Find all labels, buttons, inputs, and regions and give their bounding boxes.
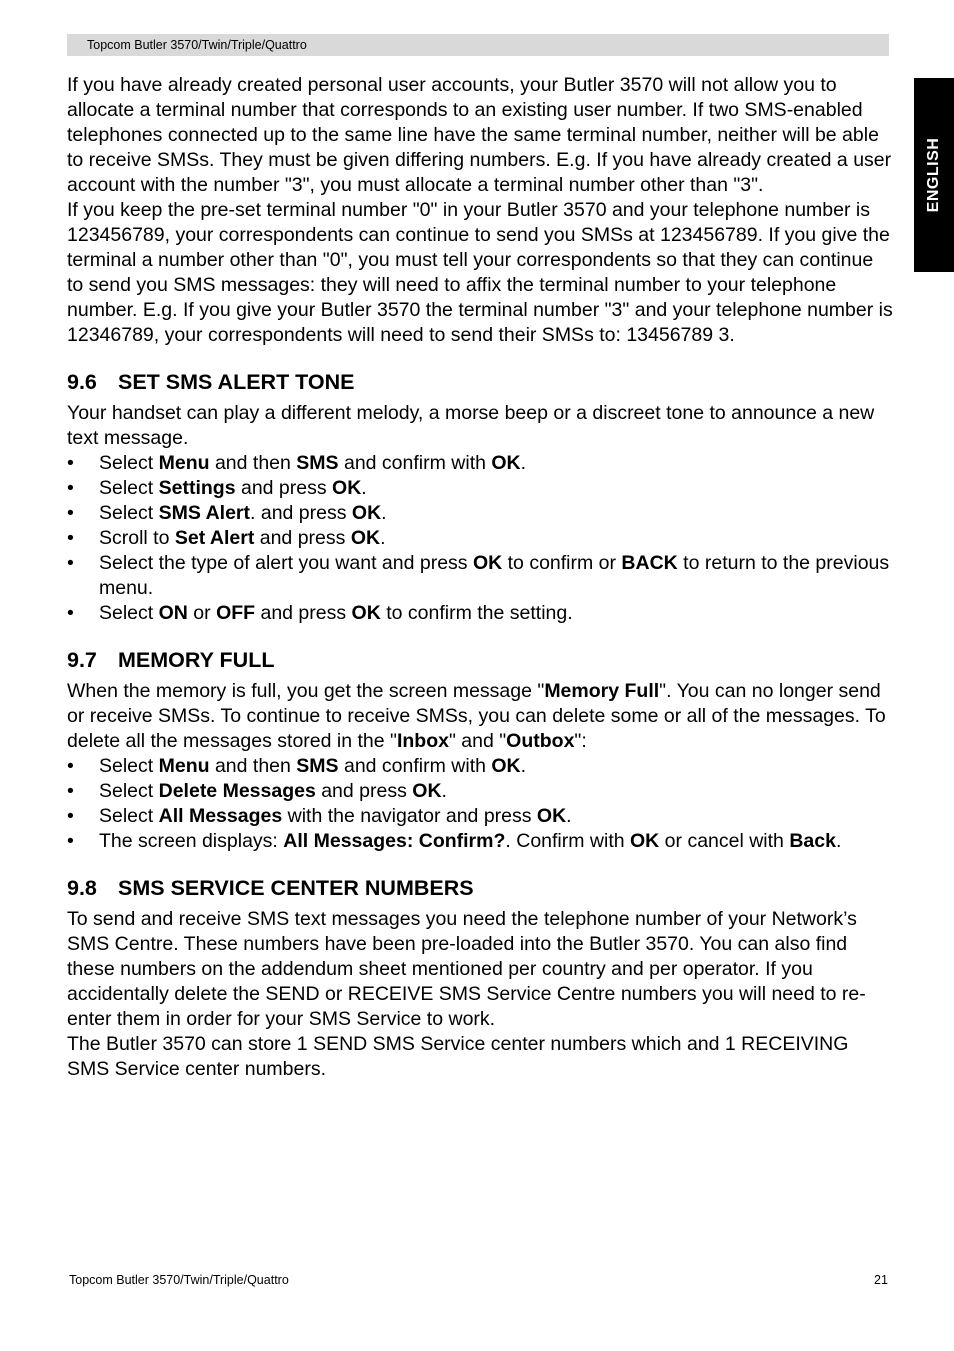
list-item: • Select All Messages with the navigator and press OK. bbox=[67, 805, 572, 827]
list-item: • Select the type of alert you want and press OK to confirm or BACK to return to the previous menu. bbox=[67, 552, 890, 599]
list-item: • Select Delete Messages and press OK. bbox=[67, 780, 447, 802]
intro-paragraph-1: If you have already created personal user accounts, your Butler 3570 will not allow you to allocate a terminal number that corresponds to an existing user number. If two SMS-enabled telephones connected up to the same line have the same terminal number, neither will be able to receive SMSs. They must be given differing numbers. E.g. If you have already created a user account with the number "3", you must allocate a terminal number other than "3". bbox=[67, 74, 892, 196]
language-tab bbox=[914, 78, 954, 272]
bullet: • bbox=[67, 552, 74, 574]
bullet: • bbox=[67, 452, 74, 474]
section-9-7-intro: When the memory is full, you get the screen message "Memory Full". You can no longer send or receive SMSs. To continue to receive SMSs, you can delete some or all of the messages. To delete all the messages stored in the "Inbox" and "Outbox": bbox=[67, 680, 886, 752]
section-heading-9-6 bbox=[67, 370, 893, 395]
bullet: • bbox=[67, 602, 74, 624]
list-item: • Select Menu and then SMS and confirm with OK. bbox=[67, 755, 527, 777]
section-9-6-steps bbox=[67, 451, 893, 626]
footer-title: Topcom Butler 3570/Twin/Triple/Quattro bbox=[69, 1273, 289, 1287]
section-number: 9.8 bbox=[67, 876, 97, 900]
section-9-8-paragraph-1: To send and receive SMS text messages you need the telephone number of your Network’s SMS Centre. These numbers have been pre-loaded into the Butler 3570. You can also find these numbers on the addendum sheet mentioned per country and per operator. If you accidentally delete the SEND or RECEIVE SMS Service Centre numbers you will need to re-enter them in order for your SMS Service to work. bbox=[67, 908, 866, 1030]
intro-paragraph-2: If you keep the pre-set terminal number "0" in your Butler 3570 and your telephone number is 123456789, your correspondents can continue to send you SMSs at 123456789. If you give the terminal a number other than "0", you must tell your correspondents so that they can continue to send you SMS messages: they will need to affix the terminal number to your telephone number. E.g. If you give your Butler 3570 the terminal number "3" and your telephone number is 12346789, your correspondents will need to send their SMSs to: 13456789 3. bbox=[67, 199, 893, 346]
list-item: • Select Menu and then SMS and confirm with OK. bbox=[67, 452, 527, 474]
section-title: MEMORY FULL bbox=[118, 648, 275, 672]
section-title: SMS SERVICE CENTER NUMBERS bbox=[118, 876, 474, 900]
bullet: • bbox=[67, 780, 74, 802]
bullet: • bbox=[67, 502, 74, 524]
section-number: 9.6 bbox=[67, 370, 97, 394]
page-body bbox=[67, 73, 893, 1082]
page-number: 21 bbox=[874, 1273, 888, 1287]
list-item: • Scroll to Set Alert and press OK. bbox=[67, 527, 386, 549]
running-header bbox=[67, 34, 889, 56]
list-item: • Select ON or OFF and press OK to confirm the setting. bbox=[67, 602, 573, 624]
bullet: • bbox=[67, 755, 74, 777]
bullet: • bbox=[67, 830, 74, 852]
section-9-8-paragraph-2: The Butler 3570 can store 1 SEND SMS Service center numbers which and 1 RECEIVING SMS Service center numbers. bbox=[67, 1033, 849, 1080]
language-tab-label: ENGLISH bbox=[925, 137, 942, 213]
section-9-7-steps bbox=[67, 754, 893, 854]
bullet: • bbox=[67, 527, 74, 549]
list-item: • Select Settings and press OK. bbox=[67, 477, 367, 499]
list-item: • Select SMS Alert. and press OK. bbox=[67, 502, 387, 524]
bullet: • bbox=[67, 477, 74, 499]
section-9-6-intro: Your handset can play a different melody, a morse beep or a discreet tone to announce a new text message. bbox=[67, 402, 875, 449]
section-heading-9-7 bbox=[67, 648, 893, 673]
list-item: • The screen displays: All Messages: Confirm?. Confirm with OK or cancel with Back. bbox=[67, 830, 842, 852]
header-title: Topcom Butler 3570/Twin/Triple/Quattro bbox=[87, 38, 307, 52]
section-number: 9.7 bbox=[67, 648, 97, 672]
section-title: SET SMS ALERT TONE bbox=[118, 370, 355, 394]
bullet: • bbox=[67, 805, 74, 827]
section-heading-9-8 bbox=[67, 876, 893, 901]
